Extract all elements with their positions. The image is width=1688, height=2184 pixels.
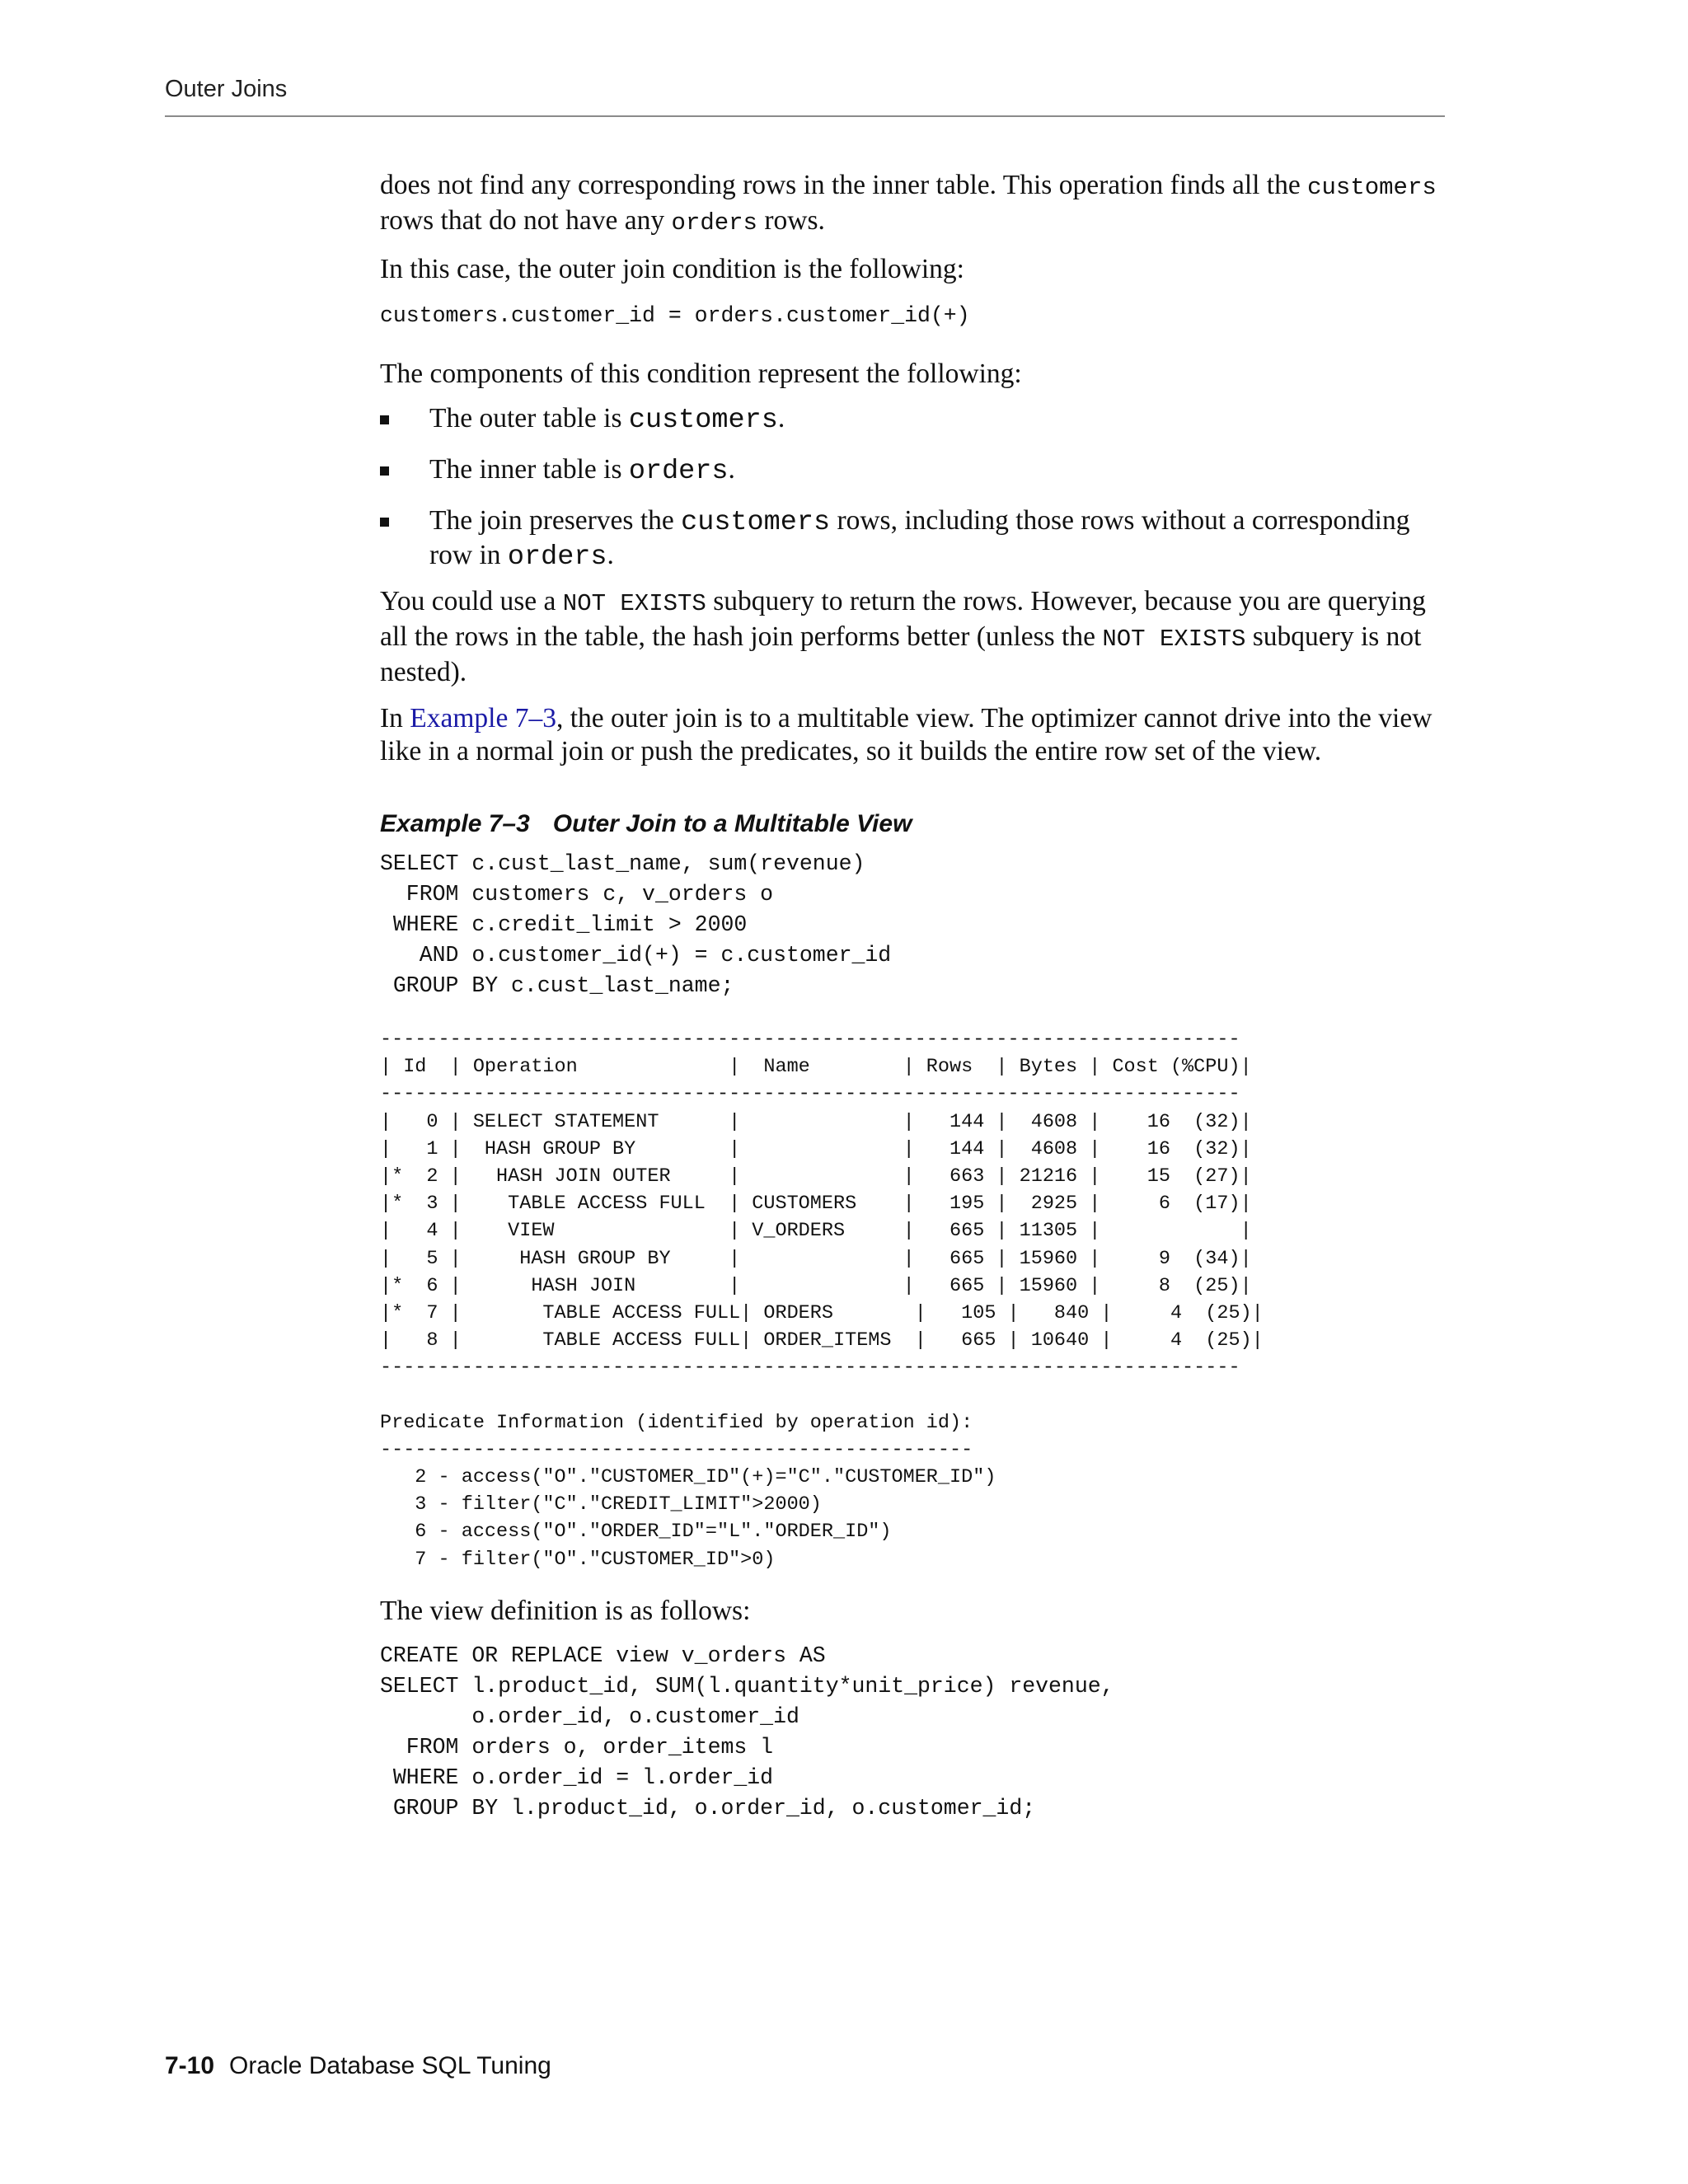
code-execution-plan: -------------------------------------------------------------------------- | Id | Operation | Name | Rows | Bytes | Cost (%CPU)| -------------------------------------------------------------------------- | 0 | SELECT STATEMENT | | 144 | 4608 | 16 (32)| | 1 | HASH GROUP BY | | 144 | 4608 | 16 (32)| |* 2 | HASH JOIN OUTER | | 663 | 21216 | 15 (27)| |* 3 | TABLE ACCESS FULL | CUSTOMERS | 195 | 2925 | 6 (17)| | 4 | VIEW | V_ORDERS | 665 | 11305 | | | 5 | HASH GROUP BY | | 665 | 15960 | 9 (34)| |* 6 | HASH JOIN | | 665 | 15960 | 8 (25)| |* 7 | TABLE ACCESS FULL| ORDERS | 105 | 840 | 4 (25)| | 8 | TABLE ACCESS FULL| ORDER_ITEMS | 665 | 10640 | 4 (25)| -------------------------------------------------------------------------- xyxy=(380,1029,1264,1380)
paragraph-intro: does not find any corresponding rows in the inner table. This operation finds all the customers rows that do not have any orders rows. xyxy=(380,170,1437,237)
page-footer xyxy=(165,2052,551,2080)
list-item: The join preserves the customers rows, including those rows without a corresponding row in orders. xyxy=(380,504,1443,574)
code-customers: customers xyxy=(1307,174,1437,201)
paragraph-condition-intro: In this case, the outer join condition is the following: xyxy=(380,254,964,284)
code-example-query: SELECT c.cust_last_name, sum(revenue) FROM customers c, v_orders o WHERE c.credit_limit > 2000 AND o.customer_id(+) = c.customer_id GROUP BY c.cust_last_name; xyxy=(380,851,892,998)
list-item: The outer table is customers. xyxy=(380,402,1443,437)
bullet-icon xyxy=(380,466,389,476)
code-view-definition: CREATE OR REPLACE view v_orders AS SELECT l.product_id, SUM(l.quantity*unit_price) revenue, o.order_id, o.customer_id FROM orders o, order_items l WHERE o.order_id = l.order_id GROUP BY l.product_id, o.order_id, o.customer_id; xyxy=(380,1643,1114,1821)
paragraph-not-exists: You could use a NOT EXISTS subquery to return the rows. However, because you are querying all the rows in the table, the hash join performs better (unless the NOT EXISTS subquery is not nested). xyxy=(380,586,1426,687)
book-title: Oracle Database SQL Tuning xyxy=(229,2052,551,2079)
component-list xyxy=(380,402,1443,574)
paragraph-multitable-view: In Example 7–3, the outer join is to a multitable view. The optimizer cannot drive into the view like in a normal join or push the predicates, so it builds the entire row set of the view. xyxy=(380,703,1432,766)
bullet-icon xyxy=(380,518,389,527)
example-title: Outer Join to a Multitable View xyxy=(552,810,912,837)
code-orders: orders xyxy=(671,209,757,237)
running-header: Outer Joins xyxy=(165,76,288,102)
page-number: 7-10 xyxy=(165,2052,215,2079)
example-link[interactable]: Example 7–3 xyxy=(410,703,556,733)
example-caption xyxy=(380,808,1443,841)
list-item: The inner table is orders. xyxy=(380,453,1443,488)
paragraph-components: The components of this condition represent the following: xyxy=(380,359,1022,389)
paragraph-view-definition: The view definition is as follows: xyxy=(380,1595,751,1626)
code-predicate-information: Predicate Information (identified by operation id): --------------------------------------------------- 2 - access("O"."CUSTOMER_ID"(+)="C"."CUSTOMER_ID") 3 - filter("C"."CREDIT_LIMIT">2000) 6 - access("O"."ORDER_ID"="L"."ORDER_ID") 7 - filter("O"."CUSTOMER_ID">0) xyxy=(380,1411,996,1571)
code-join-condition: customers.customer_id = orders.customer_id(+) xyxy=(380,303,970,328)
example-label: Example 7–3 xyxy=(380,810,530,837)
page-body xyxy=(380,169,1443,1824)
header-divider xyxy=(165,115,1445,117)
bullet-icon xyxy=(380,415,389,424)
